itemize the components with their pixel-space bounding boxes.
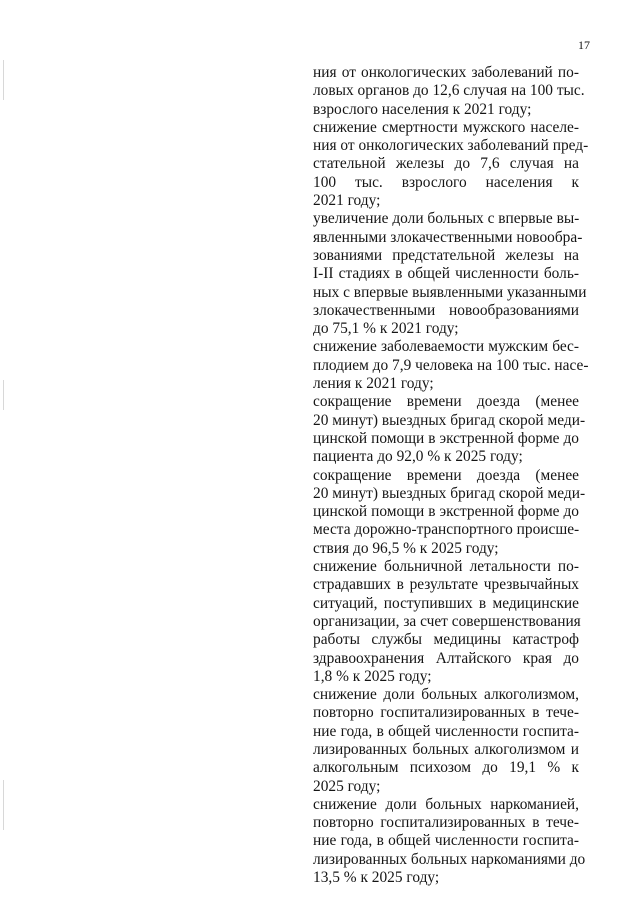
text-line: повторно госпитализированных в тече- <box>313 814 579 832</box>
text-line: лизированных больных наркоманиями до <box>313 850 586 868</box>
text-line: зованиями предстательной железы на <box>313 246 579 264</box>
list-item-paragraph <box>313 338 589 393</box>
scan-margin-marks <box>0 0 8 905</box>
text-line: ние года, в общей численности госпита- <box>313 722 579 740</box>
text-line: ния от онкологических заболеваний по- <box>313 64 579 81</box>
text-line: стательной железы до 7,6 случая на <box>313 155 579 173</box>
page-number: 17 <box>578 38 590 52</box>
text-line: снижение доли больных алкоголизмом, <box>313 686 579 704</box>
list-item-paragraph <box>313 686 579 796</box>
text-line: 1,8 % к 2025 году; <box>313 667 432 685</box>
text-line: цинской помощи в экстренной форме до <box>313 429 579 447</box>
text-line: взрослого населения к 2021 году; <box>313 100 532 118</box>
text-line: I-II стадиях в общей численности боль- <box>313 265 579 283</box>
text-line: повторно госпитализированных в тече- <box>313 704 579 722</box>
text-line: снижение смертности мужского населе- <box>313 118 579 136</box>
text-line: ние года, в общей численности госпита- <box>313 832 579 850</box>
text-line: лизированных больных алкоголизмом и <box>313 740 579 758</box>
list-item-paragraph <box>313 466 586 558</box>
text-line: работы службы медицины катастроф <box>313 631 579 649</box>
list-item-paragraph <box>313 210 587 338</box>
text-line: здравоохранения Алтайского края до <box>313 649 579 667</box>
text-line: снижение заболеваемости мужским бес- <box>313 338 579 356</box>
text-line: ных с впервые выявленными указанными <box>313 283 587 301</box>
text-line: снижение больничной летальности по- <box>313 558 579 576</box>
text-line: пациента до 92,0 % к 2025 году; <box>313 448 523 466</box>
text-line: снижение доли больных наркоманией, <box>313 795 579 813</box>
text-line: ловых органов до 12,6 случая на 100 тыс. <box>313 82 585 100</box>
text-line: сокращение времени доезда (менее <box>313 466 579 484</box>
text-line: 20 минут) выездных бригад скорой меди- <box>313 484 586 502</box>
text-line: 100 тыс. взрослого населения к <box>313 173 579 191</box>
text-line: 2021 году; <box>313 192 381 210</box>
list-item-paragraph <box>313 558 579 686</box>
text-line: цинской помощи в экстренной форме до <box>313 503 579 521</box>
text-line: увеличение доли больных с впервые вы- <box>313 210 580 228</box>
text-line: 20 минут) выездных бригад скорой меди- <box>313 411 586 429</box>
text-column <box>313 64 589 887</box>
text-line: 2025 году; <box>313 777 381 795</box>
list-item-paragraph <box>313 64 585 119</box>
text-line: ствия до 96,5 % к 2025 году; <box>313 539 499 557</box>
text-line: ления к 2021 году; <box>313 375 434 393</box>
list-item-paragraph <box>313 795 586 887</box>
text-line: страдавших в результате чрезвычайных <box>313 576 579 594</box>
text-line: плодием до 7,9 человека на 100 тыс. насе- <box>313 356 589 374</box>
list-item-paragraph <box>313 393 586 466</box>
text-line: явленными злокачественными новообра- <box>313 228 583 246</box>
text-line: сокращение времени доезда (менее <box>313 393 579 411</box>
text-line: ситуаций, поступивших в медицинские <box>313 594 579 612</box>
list-item-paragraph <box>313 118 589 210</box>
text-line: 13,5 % к 2025 году; <box>313 869 440 887</box>
text-line: места дорожно-транспортного происше- <box>313 521 580 539</box>
text-line: алкогольным психозом до 19,1 % к <box>313 759 579 777</box>
text-line: злокачественными новообразованиями <box>313 301 579 319</box>
text-line: организации, за счет совершенствования <box>313 612 581 630</box>
text-line: ния от онкологических заболеваний пред- <box>313 137 589 155</box>
text-line: до 75,1 % к 2021 году; <box>313 320 459 338</box>
